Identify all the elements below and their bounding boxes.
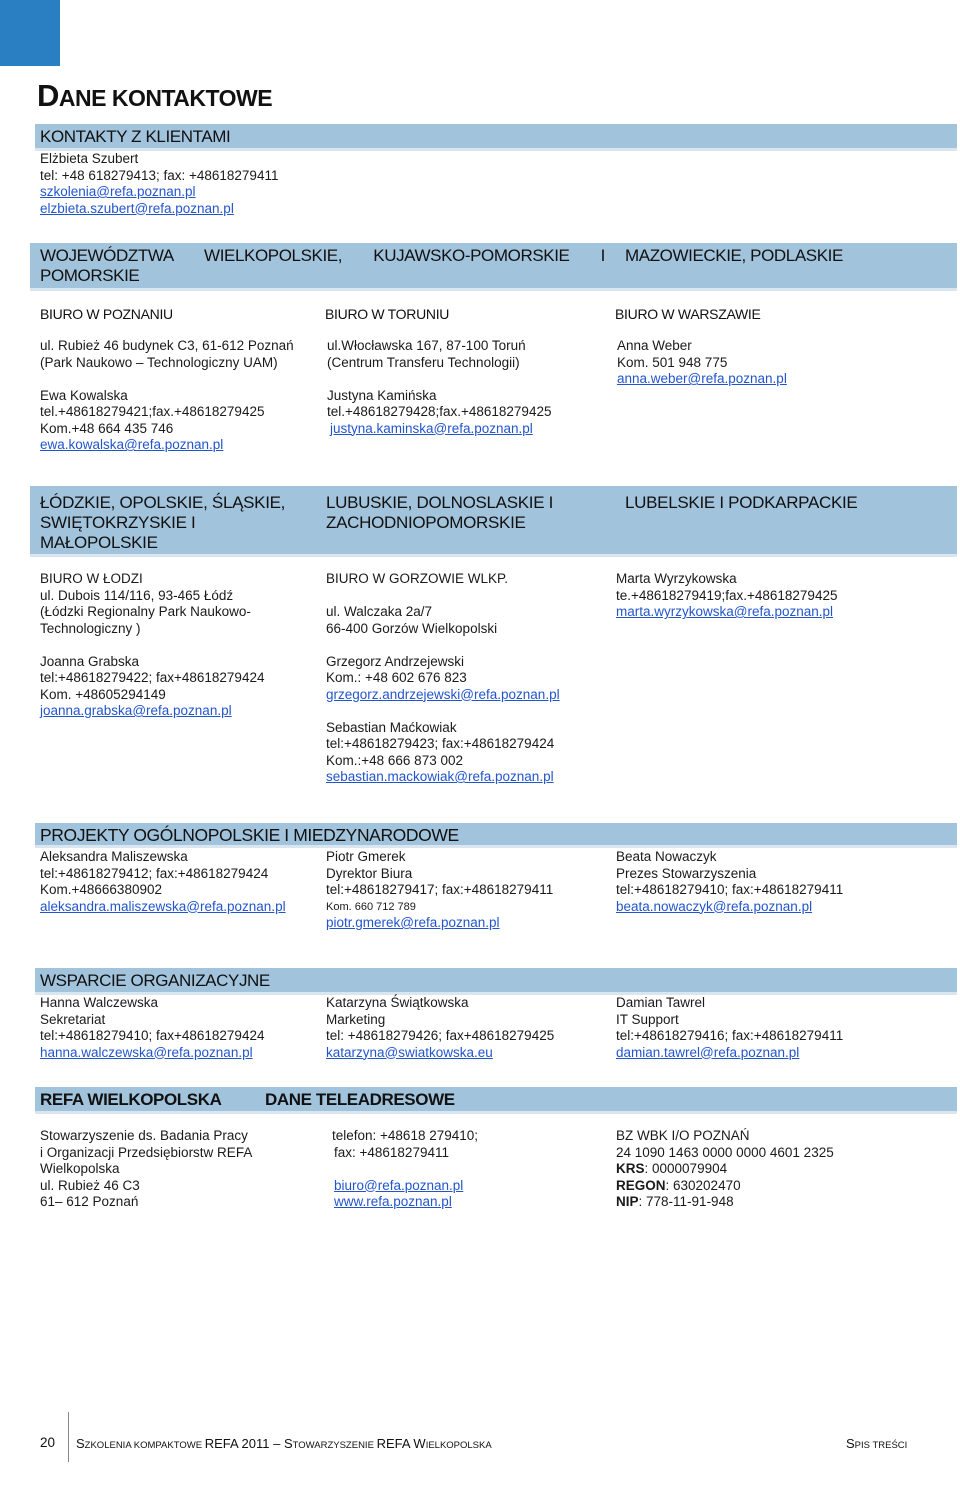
office-torun: ul.Włocławska 167, 87-100 Toruń (Centrum Transferu Technologii) Justyna Kamińska tel.+48618279428;fax.+48618279425 justyna.kaminska@refa.poznan.pl [327,338,552,436]
kontakty-phone: tel: +48 618279413; fax: +48618279411 [40,167,279,183]
office-lubelskie: Marta Wyrzykowska te.+48618279419;fax.+48618279425 marta.wyrzykowska@refa.poznan.pl [616,571,838,619]
refa-bank: BZ WBK I/O POZNAŃ 24 1090 1463 0000 0000 4601 2325 KRS: 0000079904 REGON: 630202470 NIP: 778-11-91-948 [616,1128,834,1209]
page-number: 20 [40,1435,56,1450]
region-lubelskie: LUBELSKIE I PODKARPACKIE [625,493,858,512]
office-gorzow: BIURO W GORZOWIE WLKP. ul. Walczaka 2a/7 66-400 Gorzów Wielkopolski Grzegorz Andrzejewski Kom.: +48 602 676 823 grzegorz.andrzejewski@refa.poznan.pl Sebastian Maćkowiak tel:+48618279423; fax:+48618279424 Kom.:+48 666 873 002 sebastian.mackowiak@refa.poznan.pl [326,571,560,784]
kontakty-block [40,151,278,217]
office-heading-gorzow: BIURO W GORZOWIE WLKP. [326,571,509,586]
email-link[interactable]: aleksandra.maliszewska@refa.poznan.pl [40,898,286,914]
email-link[interactable]: anna.weber@refa.poznan.pl [617,371,787,386]
email-link[interactable]: hanna.walczewska@refa.poznan.pl [40,1044,253,1060]
kontakty-name: Elżbieta Szubert [40,151,139,166]
wsparcie-heading: WSPARCIE ORGANIZACYJNE [40,971,270,990]
kontakty-email-link[interactable]: elzbieta.szubert@refa.poznan.pl [40,200,234,216]
email-link[interactable]: katarzyna@swiatkowska.eu [326,1044,493,1060]
email-link[interactable]: sebastian.mackowiak@refa.poznan.pl [326,769,554,784]
office-heading-torun: BIURO W TORUNIU [325,306,450,322]
wsparcie-col-2: Katarzyna Świątkowska Marketing tel: +48618279426; fax+48618279425 katarzyna@swiatkowska.eu [326,995,555,1060]
region-mazowieckie: MAZOWIECKIE, PODLASKIE [625,246,843,265]
email-link[interactable]: piotr.gmerek@refa.poznan.pl [326,915,500,930]
teleadresowe-heading: DANE TELEADRESOWE [265,1090,455,1109]
office-heading-poznan: BIURO W POZNANIU [40,306,173,322]
refa-address: Stowarzyszenie ds. Badania Pracy i Organizacji Przedsiębiorstw REFA Wielkopolska ul. Rubież 46 C3 61– 612 Poznań [40,1128,253,1209]
email-link[interactable]: marta.wyrzykowska@refa.poznan.pl [616,604,834,619]
email-link[interactable]: justyna.kaminska@refa.poznan.pl [330,420,533,436]
kontakty-email-link[interactable]: szkolenia@refa.poznan.pl [40,184,196,199]
kontakty-heading: KONTAKTY Z KLIENTAMI [40,127,231,146]
email-link[interactable]: beata.nowaczyk@refa.poznan.pl [616,898,813,914]
projekty-col-2: Piotr Gmerek Dyrektor Biura tel:+48618279417; fax:+48618279411 Kom. 660 712 789 piotr.gmerek@refa.poznan.pl [326,849,554,930]
email-link[interactable]: grzegorz.andrzejewski@refa.poznan.pl [326,686,560,702]
office-heading-warszawa: BIURO W WARSZAWIE [615,306,761,322]
region-lodzkie: ŁÓDZKIE, OPOLSKIE, ŚLĄSKIE, SWIĘTOKRZYSKIE I MAŁOPOLSKIE [40,493,286,552]
refa-heading: REFA WIELKOPOLSKA [40,1090,222,1109]
wsparcie-col-3: Damian Tawrel IT Support tel:+48618279416; fax:+48618279411 damian.tawrel@refa.poznan.pl [616,995,844,1060]
projekty-heading: PROJEKTY OGÓLNOPOLSKIE I MIEDZYNARODOWE [40,825,459,845]
email-link[interactable]: biuro@refa.poznan.pl [334,1177,464,1193]
projekty-col-1: Aleksandra Maliszewska tel:+48618279412; fax:+48618279424 Kom.+48666380902 aleksandra.maliszewska@refa.poznan.pl [40,849,286,914]
email-link[interactable]: damian.tawrel@refa.poznan.pl [616,1044,800,1060]
toc-link[interactable]: SPIS TREŚCI [846,1436,908,1451]
footer-publication: SZKOLENIA KOMPAKTOWE REFA 2011 – STOWARZYSZENIE REFA WIELKOPOLSKA [76,1436,492,1451]
refa-contact: telefon: +48618 279410; fax: +48618279411 biuro@refa.poznan.pl www.refa.poznan.pl [332,1128,479,1209]
projekty-col-3: Beata Nowaczyk Prezes Stowarzyszenia tel:+48618279410; fax:+48618279411 beata.nowaczyk@refa.poznan.pl [616,849,844,914]
office-warszawa: Anna Weber Kom. 501 948 775 anna.weber@refa.poznan.pl [617,338,787,386]
corner-accent [0,0,60,66]
footer-divider [68,1412,69,1462]
wsparcie-col-1: Hanna Walczewska Sekretariat tel:+48618279410; fax+48618279424 hanna.walczewska@refa.poznan.pl [40,995,265,1060]
office-poznan: ul. Rubież 46 budynek C3, 61-612 Poznań (Park Naukowo – Technologiczny UAM) Ewa Kowalska tel.+48618279421;fax.+48618279425 Kom.+48 664 435 746 ewa.kowalska@refa.poznan.pl [40,338,294,452]
website-link[interactable]: www.refa.poznan.pl [334,1194,452,1209]
office-lodz: BIURO W ŁODZI ul. Dubois 114/116, 93-465 Łódź (Łódzki Regionalny Park Naukowo- Technologiczny ) Joanna Grabska tel:+48618279422; fax+48618279424 Kom. +48605294149 joanna.grabska@refa.poznan.pl [40,571,265,718]
email-link[interactable]: joanna.grabska@refa.poznan.pl [40,703,232,718]
region-lubuskie: LUBUSKIE, DOLNOSLASKIE I ZACHODNIOPOMORSKIE [326,493,554,532]
region-wielkopolskie: WOJEWÓDZTWA WIELKOPOLSKIE, KUJAWSKO-POMORSKIE I POMORSKIE [40,246,605,285]
page-title: DANE KONTAKTOWE [37,78,273,113]
email-link[interactable]: ewa.kowalska@refa.poznan.pl [40,437,224,452]
